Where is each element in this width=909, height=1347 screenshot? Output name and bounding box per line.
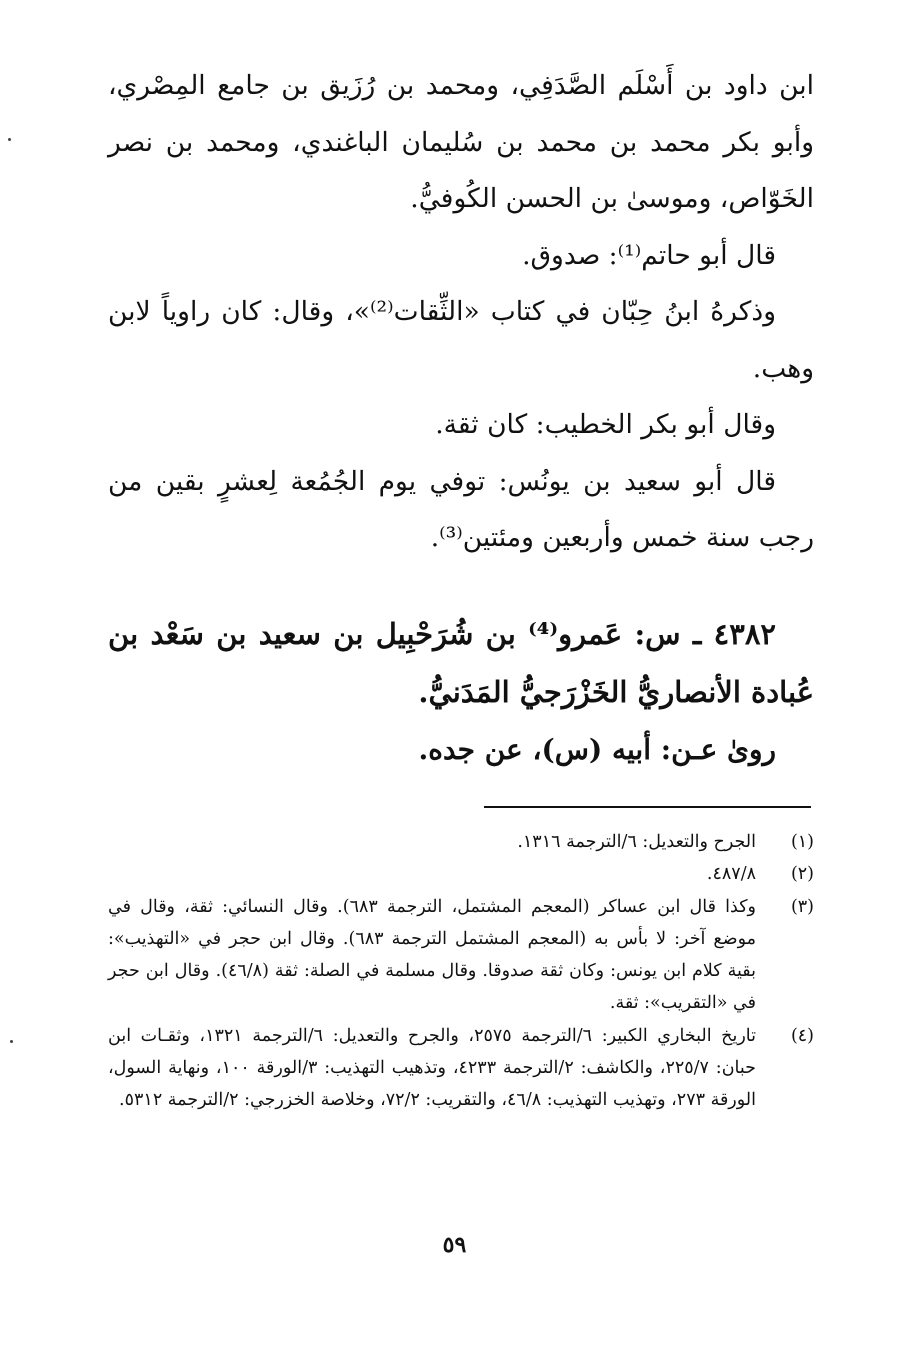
paragraph-ibn-yunus: قال أبو سعيد بن يونُس: توفي يوم الجُمُعة لِعشرٍ بقين من رجب سنة خمس وأربعين ومئتين⁽³⁾.: [108, 465, 814, 553]
footnote-text: ٤٨٧/٨.: [706, 864, 756, 885]
footnote-item: [108, 858, 814, 890]
footnotes: [108, 826, 814, 1117]
scan-speck: [8, 138, 11, 141]
main-text: [108, 58, 814, 779]
paragraph-abu-hatim: قال أبو حاتم⁽¹⁾: صدوق.: [522, 239, 776, 271]
entry-heading: ٤٣٨٢ ـ س: عَمرو⁽⁴⁾ بن شُرَحْبِيل بن سعيد بن سَعْد بن عُبادة الأنصاريُّ الخَزْرَجيُّ المَدَنيُّ.: [108, 616, 814, 709]
paragraph-al-khatib: وقال أبو بكر الخطيب: كان ثقة.: [435, 409, 776, 440]
scan-speck: [10, 1040, 13, 1043]
paragraph-ibn-hibban: وذكرهُ ابنُ حِبّان في كتاب «الثِّقات⁽²⁾»، وقال: كان راوياً لابن وهب.: [108, 296, 814, 384]
footnote-number: (١): [790, 832, 814, 852]
footnote-text: الجرح والتعديل: ٦/الترجمة ١٣١٦.: [517, 832, 756, 852]
page-number: ٥٩: [442, 1232, 467, 1258]
footnote-number: (٢): [790, 864, 814, 885]
footnote-number: (٤): [790, 1025, 814, 1046]
paragraph-narrators: ابن داود بن أَسْلَم الصَّدَفِي، ومحمد بن رُزَيق بن جامع المِصْري، وأبو بكر محمد بن محمد بن سُليمان الباغندي، ومحمد بن نصر الخَوّاص، وموسىٰ بن الحسن الكُوفيُّ.: [108, 70, 814, 214]
footnote-text: وكذا قال ابن عساكر (المعجم المشتمل، الترجمة ٦٨٣). وقال النسائي: ثقة، وقال في موضع آخر: لا بأس به (المعجم المشتمل الترجمة ٦٨٣). وقال ابن حجر في «التهذيب»: بقية كلام ابن يونس: وكان ثقة صدوقا. وقال مسلمة في الصلة: ثقة (٤٦/٨). وقال ابن حجر في «التقريب»: ثقة.: [108, 896, 757, 1014]
footnote-separator: [484, 806, 811, 808]
footnote-text: تاريخ البخاري الكبير: ٦/الترجمة ٢٥٧٥، والجرح والتعديل: ٦/الترجمة ١٣٢١، وثقـات ابن حبان: ٢٢٥/٧، والكاشف: ٢/الترجمة ٤٢٣٣، وتذهيب التهذيب: ٣/الورقة ١٠٠، ونهاية السول، الورقة ٢٧٣، وتهذيب التهذيب: ٤٦/٨، والتقريب: ٧٢/٢، وخلاصة الخزرجي: ٢/الترجمة ٥٣١٢.: [108, 1025, 757, 1111]
footnote-item: [108, 1020, 814, 1117]
footnote-number: (٣): [790, 896, 814, 917]
footnote-item: [108, 891, 814, 1020]
footnote-item: [108, 826, 814, 858]
narrated-from-line: روىٰ عـن: أبيه (س)، عن جده.: [418, 732, 776, 766]
section-gap: [108, 567, 814, 605]
